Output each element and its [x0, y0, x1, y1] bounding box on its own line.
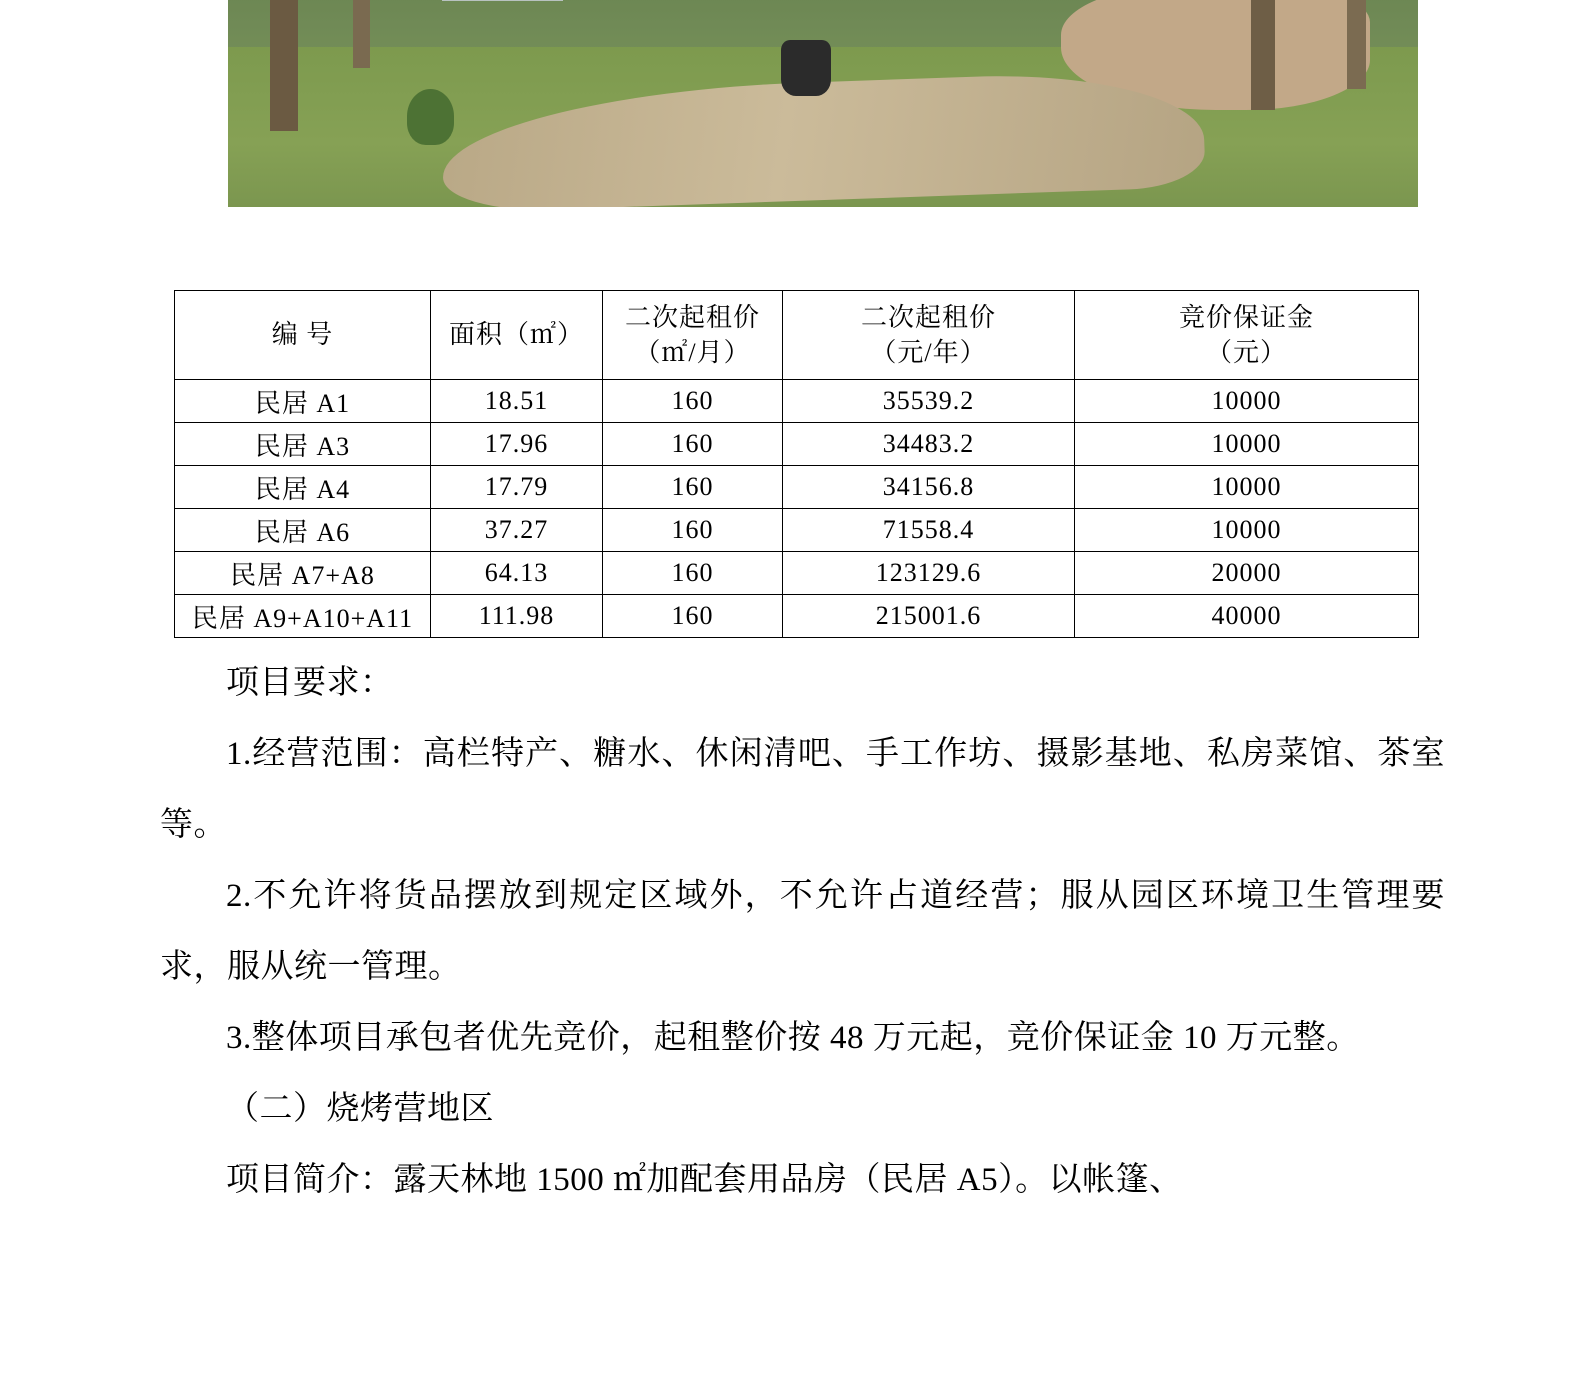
header-text-line2: （㎡/月） [634, 338, 751, 367]
column-header-deposit [1075, 291, 1419, 380]
cell-price-year: 34483.2 [783, 423, 1075, 466]
cell-id: 民居 A1 [175, 380, 431, 423]
header-text: 编 号 [271, 320, 334, 350]
cell-price-year: 71558.4 [783, 509, 1075, 552]
header-text-line1: 二次起租价 [860, 302, 996, 332]
photo-tree-trunk [1347, 0, 1366, 89]
column-header-area [431, 291, 603, 380]
header-text-line2: （元/年） [870, 338, 987, 367]
table-row [175, 423, 1419, 466]
header-text-line1: 二次起租价 [624, 302, 760, 332]
rental-price-table [174, 290, 1419, 638]
photo-tree-trunk [353, 0, 370, 68]
requirement-item-3: 3.整体项目承包者优先竞价，起租整价按 48 万元起，竞价保证金 10 万元整。 [226, 1020, 1360, 1056]
table-row [175, 509, 1419, 552]
table-row [175, 380, 1419, 423]
cell-id: 民居 A7+A8 [175, 552, 431, 595]
cell-price-month: 160 [603, 466, 783, 509]
photo-bush [407, 89, 455, 145]
photo-tree-trunk [270, 0, 299, 131]
cell-price-year: 215001.6 [783, 595, 1075, 638]
table-header-row [175, 291, 1419, 380]
cell-deposit: 10000 [1075, 466, 1419, 509]
photo-motorcycle [781, 40, 831, 96]
section-2-intro: 项目简介：露天林地 1500 ㎡加配套用品房（民居 A5）。以帐篷、 [226, 1162, 1183, 1198]
cell-deposit: 20000 [1075, 552, 1419, 595]
cell-id: 民居 A4 [175, 466, 431, 509]
cell-price-year: 34156.8 [783, 466, 1075, 509]
cell-area: 17.79 [431, 466, 603, 509]
site-photo [228, 0, 1418, 207]
cell-area: 17.96 [431, 423, 603, 466]
cell-price-month: 160 [603, 509, 783, 552]
cell-price-year: 123129.6 [783, 552, 1075, 595]
requirements-title: 项目要求： [226, 665, 394, 701]
column-header-id [175, 291, 431, 380]
header-text-line1: 竞价保证金 [1178, 302, 1314, 332]
photo-tree-trunk [1251, 0, 1275, 110]
cell-price-month: 160 [603, 552, 783, 595]
table-row [175, 552, 1419, 595]
table-row [175, 595, 1419, 638]
cell-price-month: 160 [603, 380, 783, 423]
photo-house-left [442, 0, 563, 1]
cell-deposit: 10000 [1075, 509, 1419, 552]
cell-deposit: 40000 [1075, 595, 1419, 638]
cell-deposit: 10000 [1075, 380, 1419, 423]
column-header-price-year [783, 291, 1075, 380]
cell-area: 64.13 [431, 552, 603, 595]
header-text-line2: （元） [1205, 338, 1287, 367]
cell-price-month: 160 [603, 595, 783, 638]
requirement-item-1: 1.经营范围：高栏特产、糖水、休闲清吧、手工作坊、摄影基地、私房菜馆、茶室等。 [160, 736, 1445, 843]
cell-id: 民居 A3 [175, 423, 431, 466]
header-text: 面积（㎡） [448, 320, 584, 350]
cell-deposit: 10000 [1075, 423, 1419, 466]
cell-area: 37.27 [431, 509, 603, 552]
section-2-title: （二）烧烤营地区 [226, 1091, 494, 1127]
cell-area: 18.51 [431, 380, 603, 423]
cell-area: 111.98 [431, 595, 603, 638]
requirement-item-2: 2.不允许将货品摆放到规定区域外，不允许占道经营；服从园区环境卫生管理要求，服从统一管理。 [160, 878, 1445, 985]
cell-price-year: 35539.2 [783, 380, 1075, 423]
cell-id: 民居 A6 [175, 509, 431, 552]
table-row [175, 466, 1419, 509]
cell-price-month: 160 [603, 423, 783, 466]
cell-id: 民居 A9+A10+A11 [175, 595, 431, 638]
document-body [160, 648, 1445, 1216]
column-header-price-month [603, 291, 783, 380]
